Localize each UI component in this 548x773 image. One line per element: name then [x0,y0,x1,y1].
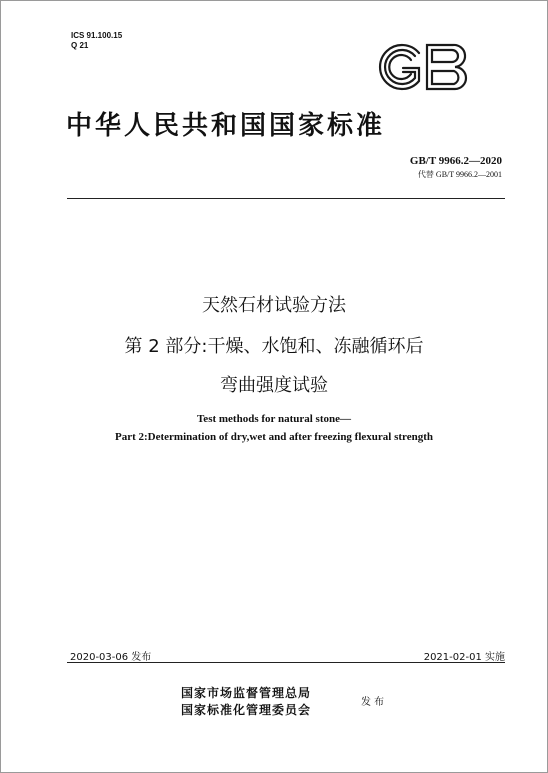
chinese-title-line-1: 天然石材试验方法 [202,295,346,316]
top-divider [67,198,505,199]
implementation-date: 2021-02-01 实施 [423,652,505,663]
replaces-note: 代替 GB/T 9966.2—2001 [417,170,502,179]
standard-number: GB/T 9966.2—2020 [409,155,502,167]
english-title-line-2: Part 2:Determination of dry,wet and after freezing flexural strength [114,431,433,443]
english-title-line-1: Test methods for natural stone— [196,413,351,425]
publish-label: 发布 [361,697,387,708]
issuer-line-1: 国家市场监督管理总局 [181,686,312,700]
national-standard-heading: 中华人民共和国国家标准 [66,111,386,141]
ics-code: ICS 91.100.15 [71,31,123,40]
issuing-authorities [181,685,311,719]
chinese-title-line-3: 弯曲强度试验 [220,375,328,396]
standard-code-block [410,155,502,180]
ccs-code: Q 21 [71,41,89,50]
gb-logo-graphic [373,41,481,93]
chinese-title-line-2: 第 2 部分:干燥、水饱和、冻融循环后 [124,336,424,357]
issuer-line-2: 国家标准化管理委员会 [181,703,312,717]
issue-date: 2020-03-06 发布 [70,652,152,663]
classification-codes [71,31,122,51]
gb-logo [373,41,481,93]
bottom-divider [67,662,505,663]
